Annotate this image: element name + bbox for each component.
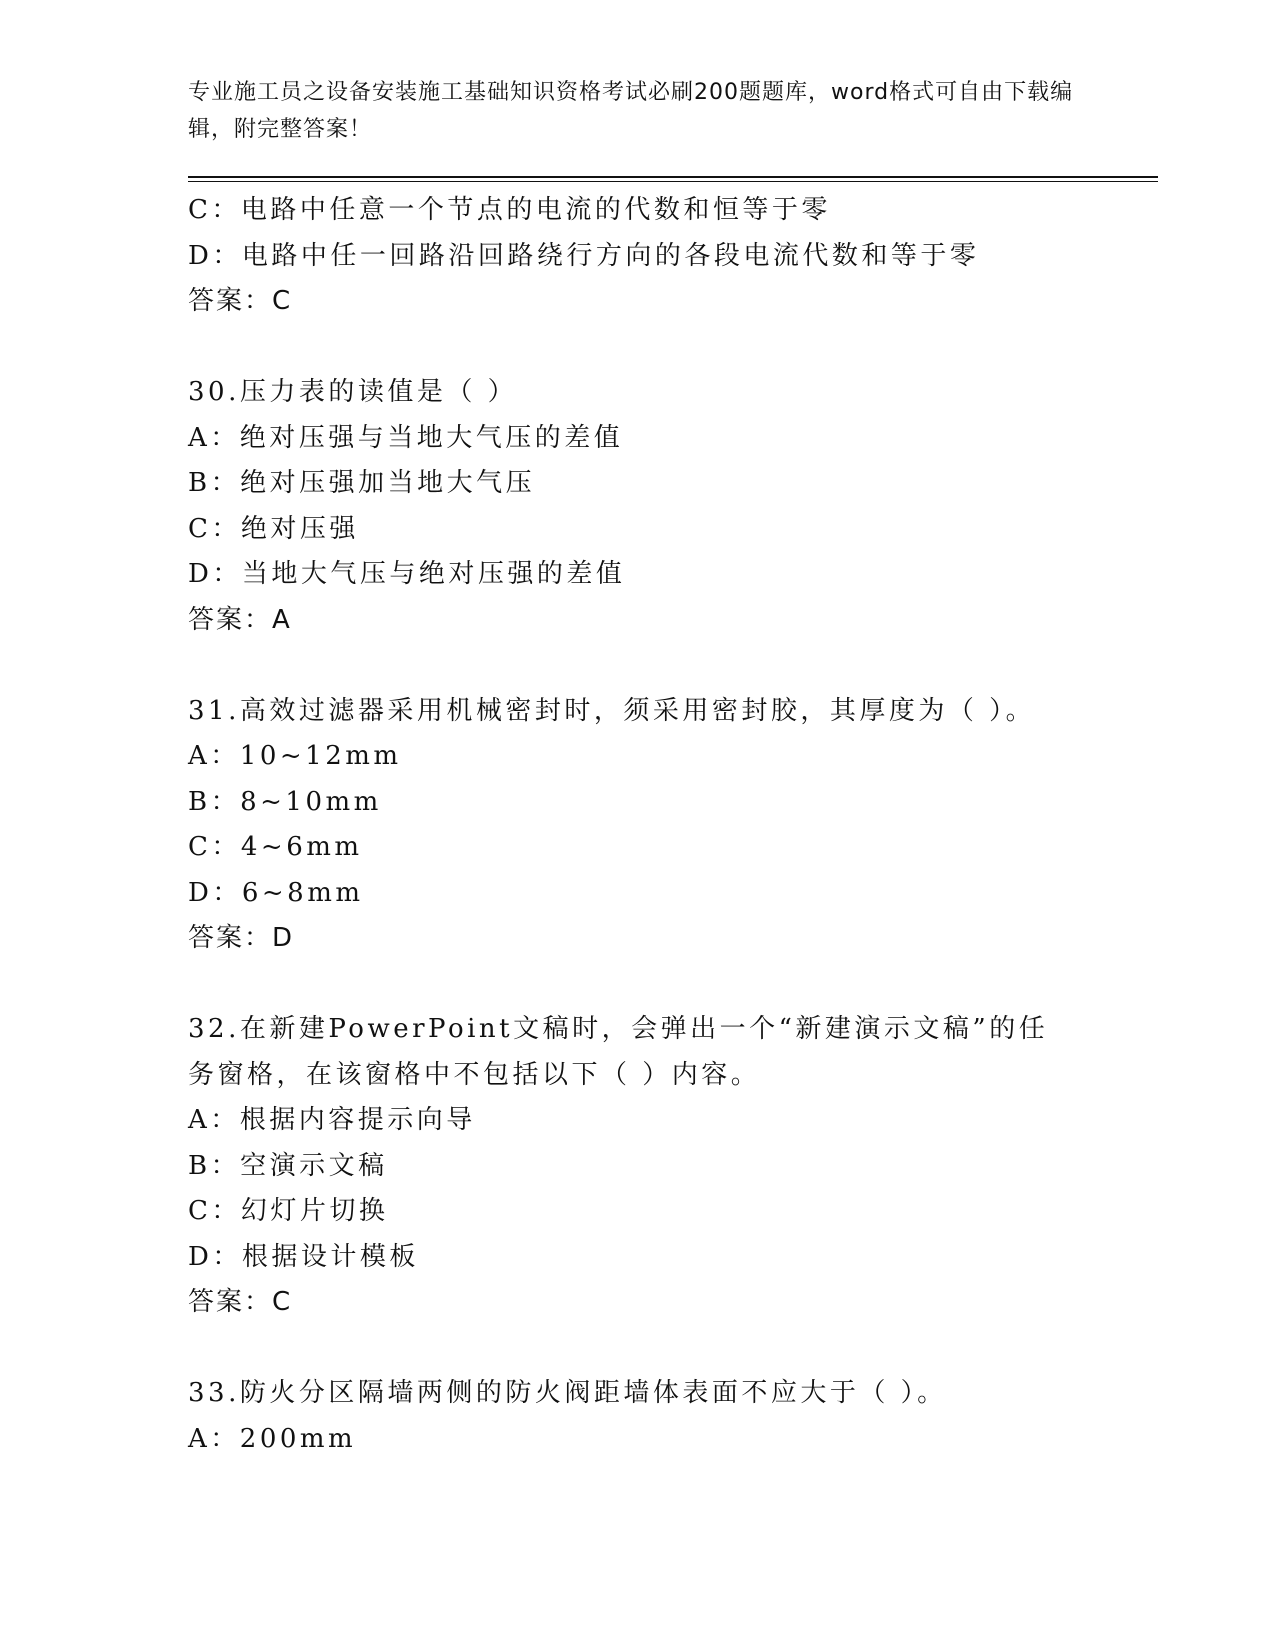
option-d: D：当地大气压与绝对压强的差值 — [188, 559, 626, 589]
option-d: D：电路中任一回路沿回路绕行方向的各段电流代数和等于零 — [188, 240, 980, 271]
question-stem: 32.在新建PowerPoint文稿时，会弹出一个“新建演示文稿”的任务窗格，在该窗格中不包括以下（ ）内容。 — [188, 1014, 1049, 1090]
question-stem: 30.压力表的读值是（ ） — [188, 377, 518, 407]
question-stem: 31.高效过滤器采用机械密封时，须采用密封胶，其厚度为（ ）。 — [188, 695, 1036, 726]
option-c: C：幻灯片切换 — [188, 1196, 389, 1226]
question-33 — [188, 1371, 1088, 1462]
option-b: B：空演示文稿 — [188, 1150, 388, 1181]
option-c: C：绝对压强 — [188, 513, 359, 544]
question-32 — [188, 1007, 1088, 1326]
option-d: D：根据设计模板 — [188, 1241, 419, 1272]
option-a: A：200mm — [188, 1423, 357, 1454]
document-header: 专业施工员之设备安装施工基础知识资格考试必刷200题题库，word格式可自由下载编辑，附完整答案！ — [188, 80, 1074, 142]
option-b: B：8~10mm — [188, 786, 382, 817]
answer-line: 答案：C — [188, 1287, 293, 1317]
question-31 — [188, 689, 1088, 962]
answer-line: 答案：A — [188, 604, 292, 635]
option-a: A：根据内容提示向导 — [188, 1105, 476, 1135]
header-rule-thick — [188, 176, 1158, 178]
header-rule-thin — [188, 181, 1158, 182]
question-30 — [188, 370, 1088, 643]
option-d: D：6~8mm — [188, 877, 364, 908]
option-c: C：4~6mm — [188, 832, 363, 862]
option-b: B：绝对压强加当地大气压 — [188, 468, 536, 498]
option-a: A：10~12mm — [188, 741, 402, 771]
question-stem: 33.防火分区隔墙两侧的防火阀距墙体表面不应大于（ ）。 — [188, 1378, 947, 1408]
answer-line: 答案：C — [188, 286, 293, 316]
answer-line: 答案：D — [188, 923, 295, 953]
option-c: C：电路中任意一个节点的电流的代数和恒等于零 — [188, 195, 831, 225]
question-list — [188, 188, 1088, 1462]
option-a: A：绝对压强与当地大气压的差值 — [188, 422, 624, 453]
question-29-tail — [188, 188, 1088, 325]
